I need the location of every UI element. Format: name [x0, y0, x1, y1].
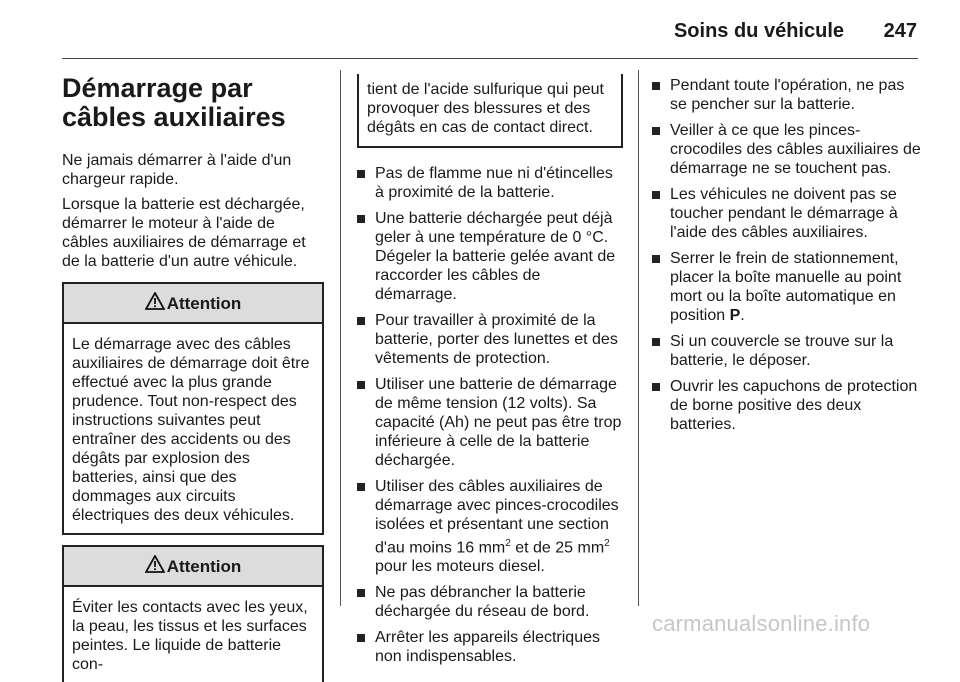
warning-title: Attention: [166, 293, 242, 313]
square-bullet-icon: [652, 338, 660, 346]
column-3: [652, 76, 922, 441]
list-item: Pendant toute l'opération, ne pas se pencher sur la batterie.: [652, 76, 922, 114]
square-bullet-icon: [652, 191, 660, 199]
square-bullet-icon: [652, 383, 660, 391]
list-item: Veiller à ce que les pinces-crocodiles des câbles auxiliaires de démarrage ne se touchent pas.: [652, 121, 922, 178]
intro-paragraph-1: Ne jamais démarrer à l'aide d'un chargeur rapide.: [62, 152, 292, 188]
list-item: Utiliser une batterie de démarrage de même tension (12 volts). Sa capacité (Ah) ne peut pas être trop inférieure à celle de la batterie déchargée.: [357, 375, 623, 470]
list-item: Une batterie déchargée peut déjà geler à une température de 0 °C. Dégeler la batterie gelée avant de raccorder les câbles de démarrage.: [357, 209, 623, 304]
safety-list: [357, 164, 623, 666]
warning-triangle-icon: [145, 555, 167, 577]
list-item: Ouvrir les capuchons de protection de borne positive des deux batteries.: [652, 377, 922, 434]
column-1: [62, 74, 324, 682]
warning-header: [64, 284, 322, 324]
column-2: [357, 74, 623, 673]
square-bullet-icon: [652, 82, 660, 90]
warning-text: Le démarrage avec des câbles auxiliaires de démarrage doit être effectué avec la plus grande prudence. Tout non-respect des instructions suivantes peut entraîner des accidents ou des dégâts par explosion des batteries, ainsi que des dommages aux circuits électriques des deux véhicules.: [72, 336, 310, 524]
section-title: Démarrage par câbles auxiliaires: [62, 73, 286, 132]
warning-box-2: [62, 545, 324, 682]
square-bullet-icon: [357, 483, 365, 491]
list-item: Arrêter les appareils électriques non indispensables.: [357, 628, 623, 666]
warning-header: [64, 547, 322, 587]
square-bullet-icon: [357, 317, 365, 325]
header-rule: [62, 58, 918, 59]
warning-text-start: Éviter les contacts avec les yeux, la peau, les tissus et les surfaces peintes. Le liquide de batterie con-: [72, 599, 308, 673]
list-item: Pour travailler à proximité de la batterie, porter des lunettes et des vêtements de protection.: [357, 311, 623, 368]
square-bullet-icon: [652, 127, 660, 135]
procedure-list: [652, 76, 922, 434]
list-item: Les véhicules ne doivent pas se toucher pendant le démarrage à l'aide des câbles auxiliaires.: [652, 185, 922, 242]
column-divider-1: [340, 70, 341, 606]
warning-box-1: [62, 282, 324, 535]
list-item: Ne pas débrancher la batterie déchargée du réseau de bord.: [357, 583, 623, 621]
warning-title: Attention: [166, 556, 242, 576]
list-item: Utiliser des câbles auxiliaires de démarrage avec pinces-crocodiles isolées et présentant une section d'au moins 16 $mm^2$ et de 25 $mm^2$ pour les moteurs diesel.: [357, 477, 623, 576]
warning-box-2-continued: tient de l'acide sulfurique qui peut provoquer des blessures et des dégâts en cas de contact direct.: [357, 74, 623, 148]
square-bullet-icon: [357, 634, 365, 642]
page-number: 247: [883, 20, 917, 42]
square-bullet-icon: [357, 215, 365, 223]
column-divider-2: [638, 70, 639, 606]
watermark: carmanualsonline.info: [652, 611, 871, 636]
square-bullet-icon: [652, 255, 660, 263]
list-item: Pas de flamme nue ni d'étincelles à proximité de la batterie.: [357, 164, 623, 202]
warning-triangle-icon: [145, 292, 167, 314]
list-item: Si un couvercle se trouve sur la batterie, le déposer.: [652, 332, 922, 370]
square-bullet-icon: [357, 170, 365, 178]
intro-paragraph-2: Lorsque la batterie est déchargée, démarrer le moteur à l'aide de câbles auxiliaires de démarrage et de la batterie d'un autre véhicule.: [62, 196, 306, 270]
square-bullet-icon: [357, 381, 365, 389]
list-item: Serrer le frein de stationnement, placer la boîte manuelle au point mort ou la boîte automatique en position P.: [652, 249, 922, 325]
square-bullet-icon: [357, 589, 365, 597]
running-header-title: Soins du véhicule: [673, 20, 844, 42]
